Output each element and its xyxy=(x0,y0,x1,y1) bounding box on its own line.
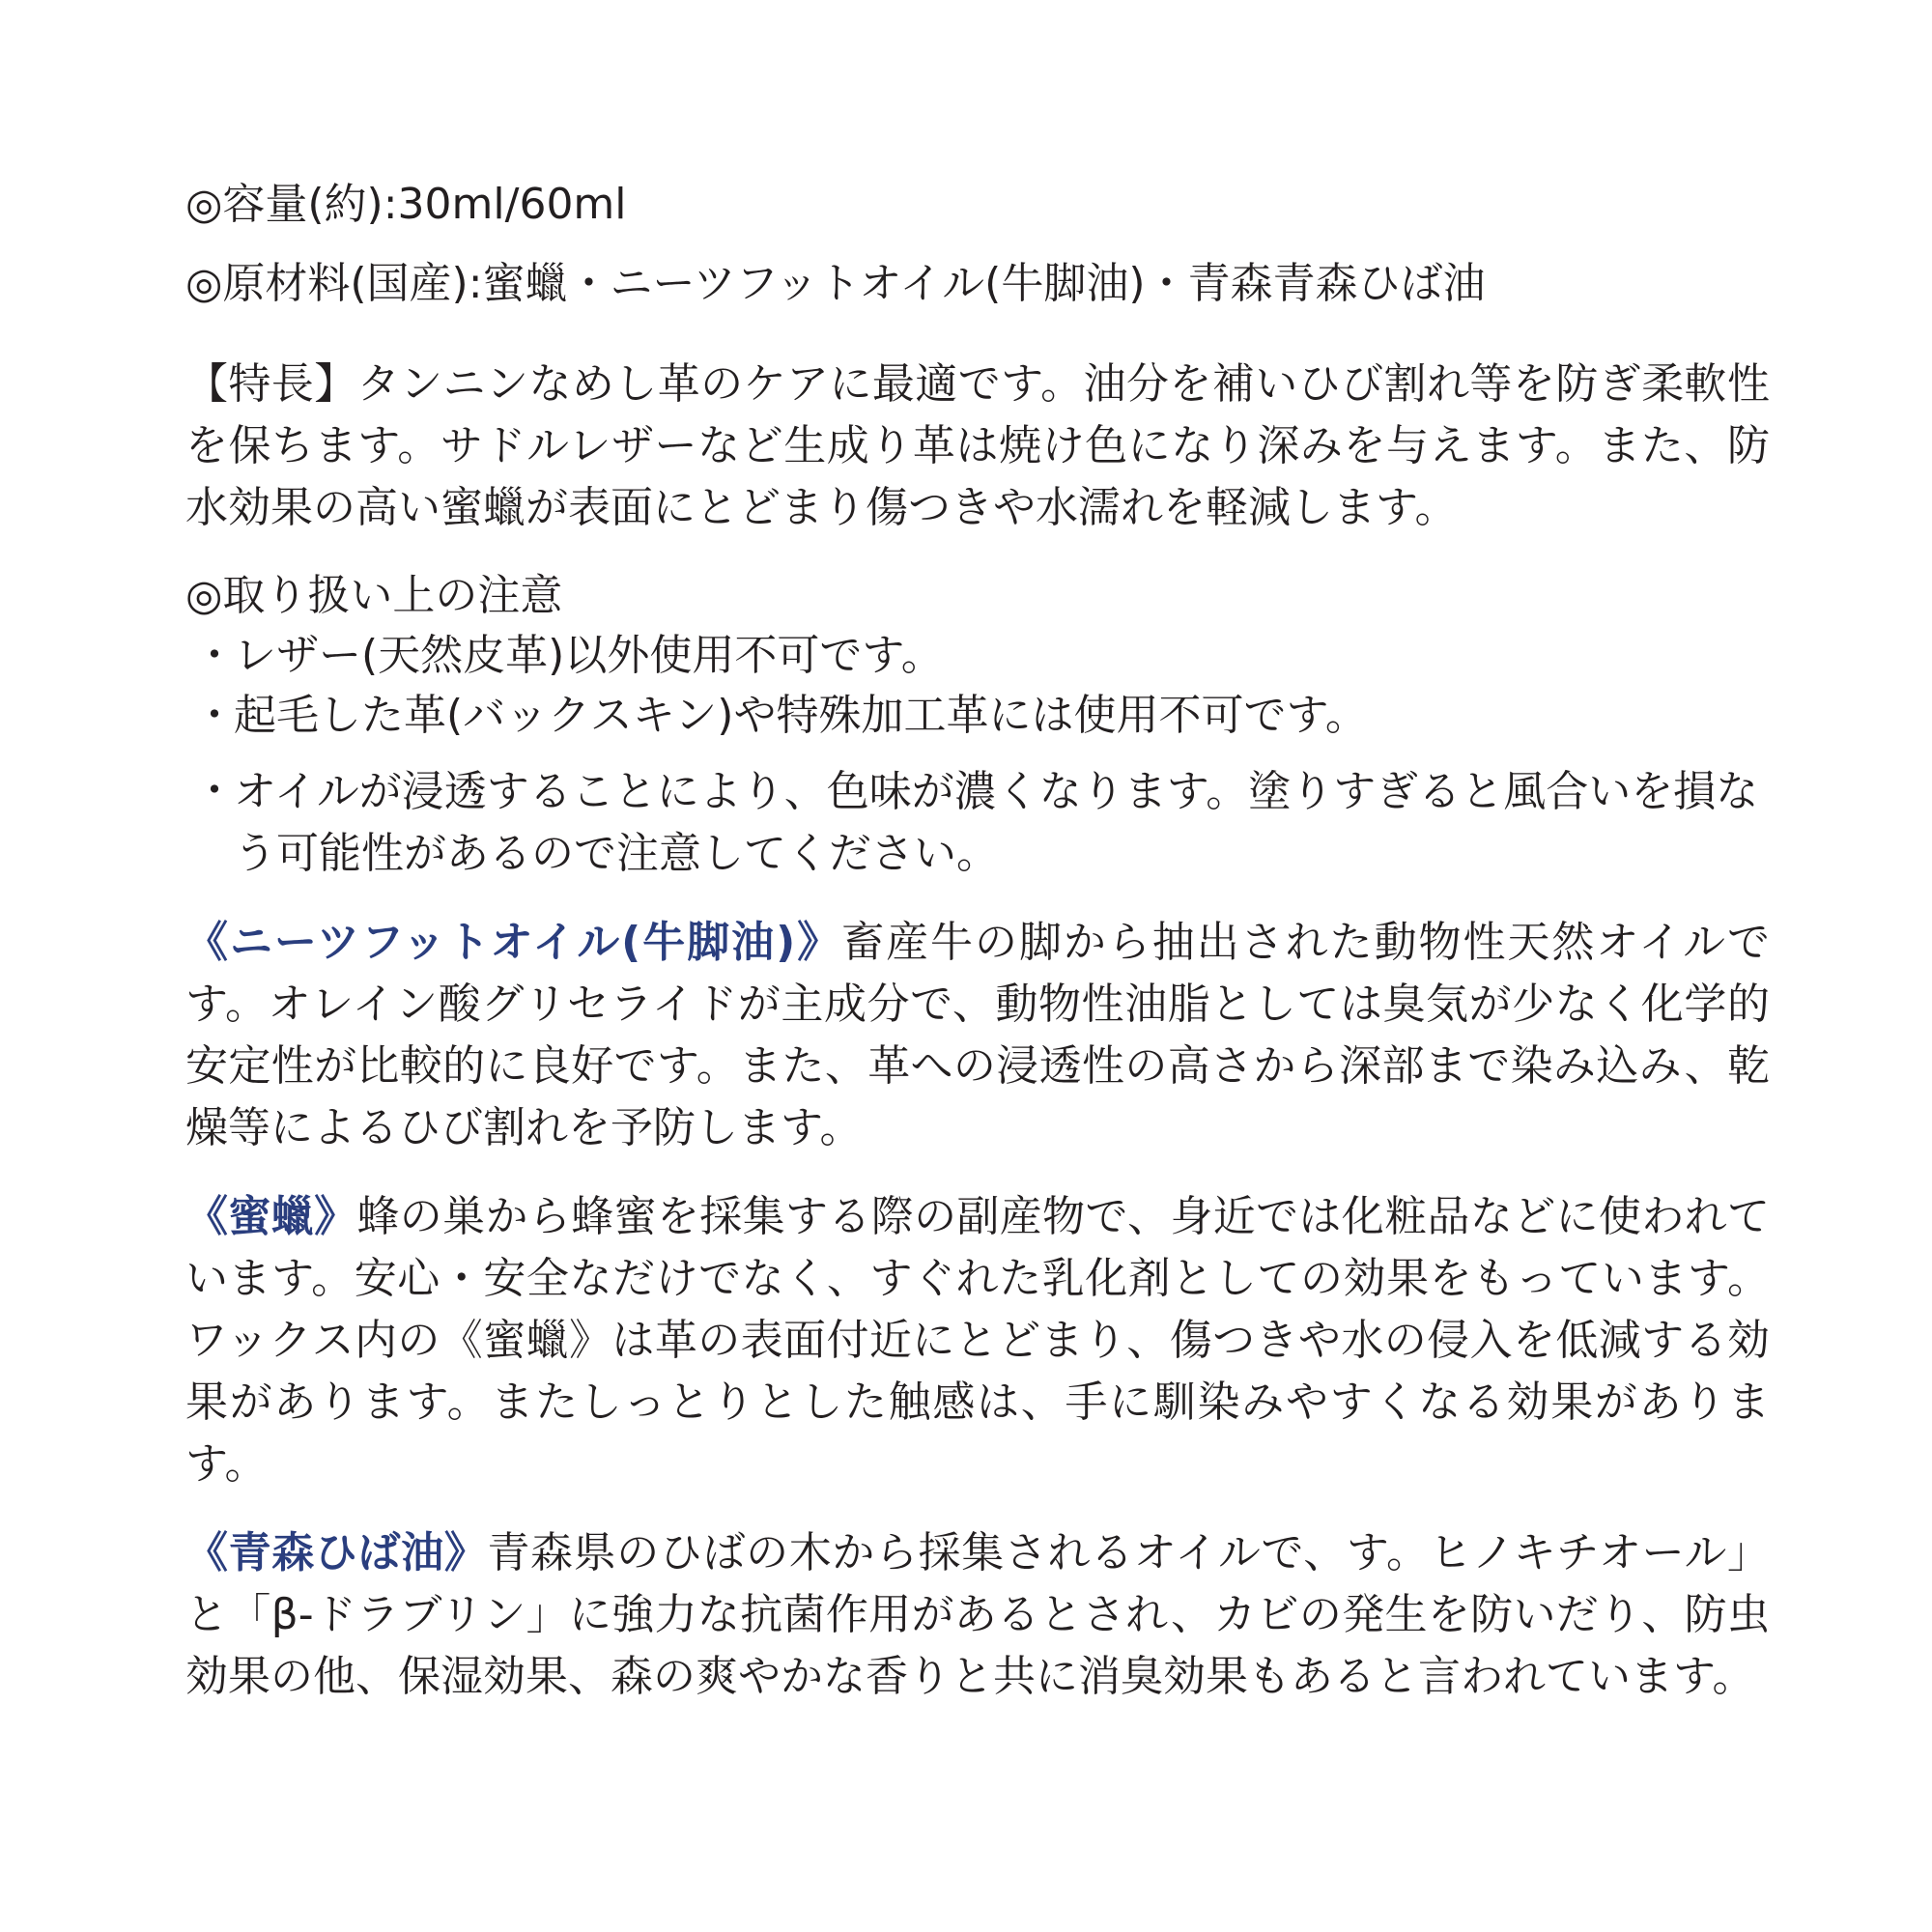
notes-heading: ◎取り扱い上の注意 xyxy=(185,571,563,620)
note-text: オイルが浸透することにより、色味が濃くなります。塗りすぎると風合いを損なう可能性があるので注意してください。 xyxy=(234,767,1759,878)
note-item xyxy=(185,626,1770,686)
note-text: レザー(天然皮革)以外使用不可です。 xyxy=(234,631,944,680)
bullet-icon: ・ xyxy=(193,691,236,740)
ingredient-name: 《ニーツフットオイル(牛脚油)》 xyxy=(185,918,842,967)
ingredient-name: 《蜜蠟》 xyxy=(185,1192,357,1241)
note-text: 起毛した革(バックスキン)や特殊加工革には使用不可です。 xyxy=(234,691,1368,740)
ingredient-text: 蜂の巣から蜂蜜を採集する際の副産物で、身近では化粧品などに使われています。安心・安全なだけでなく、すぐれた乳化剤としての効果をもっています。ワックス内の《蜜蠟》は革の表面付近にとどまり、傷つきや水の侵入を低減する効果があります。またしっとりとした触感は、手に馴染みやすくなる効果があります。 xyxy=(185,1192,1770,1489)
bullet-icon: ・ xyxy=(193,631,236,680)
ingredient-hiba-oil xyxy=(185,1522,1770,1708)
product-description xyxy=(185,174,1770,1708)
handling-notes xyxy=(185,566,1770,885)
materials-line: ◎原材料(国産):蜜蠟・ニーツフットオイル(牛脚油)・青森青森ひば油 xyxy=(185,259,1486,308)
note-item xyxy=(185,686,1770,746)
capacity-line: ◎容量(約):30ml/60ml xyxy=(185,180,627,229)
features-paragraph: 【特長】タンニンなめし革のケアに最適です。油分を補いひび割れ等を防ぎ柔軟性を保ちます。サドルレザーなど生成り革は焼け色になり深みを与えます。また、防水効果の高い蜜蠟が表面にとどまり傷つきや水濡れを軽減します。 xyxy=(185,359,1770,532)
note-item xyxy=(185,761,1770,885)
ingredient-name: 《青森ひば油》 xyxy=(185,1528,488,1577)
ingredient-text: 青森県のひばの木から採集されるオイルで、す。ヒノキチオール」と「β-ドラブリン」に強力な抗菌作用があるとされ、カビの発生を防いだり、防虫効果の他、保湿効果、森の爽やかな香りと共に消臭効果もあると言われています。 xyxy=(185,1528,1771,1701)
ingredient-neatsfoot xyxy=(185,912,1770,1159)
ingredient-text: 畜産牛の脚から抽出された動物性天然オイルです。オレイン酸グリセライドが主成分で、動物性油脂としては臭気が少なく化学的安定性が比較的に良好です。また、革への浸透性の高さから深部まで染み込み、乾燥等によるひび割れを予防します。 xyxy=(185,918,1770,1152)
ingredient-beeswax xyxy=(185,1186,1770,1495)
bullet-icon: ・ xyxy=(193,766,236,815)
spec-section xyxy=(185,174,1770,332)
